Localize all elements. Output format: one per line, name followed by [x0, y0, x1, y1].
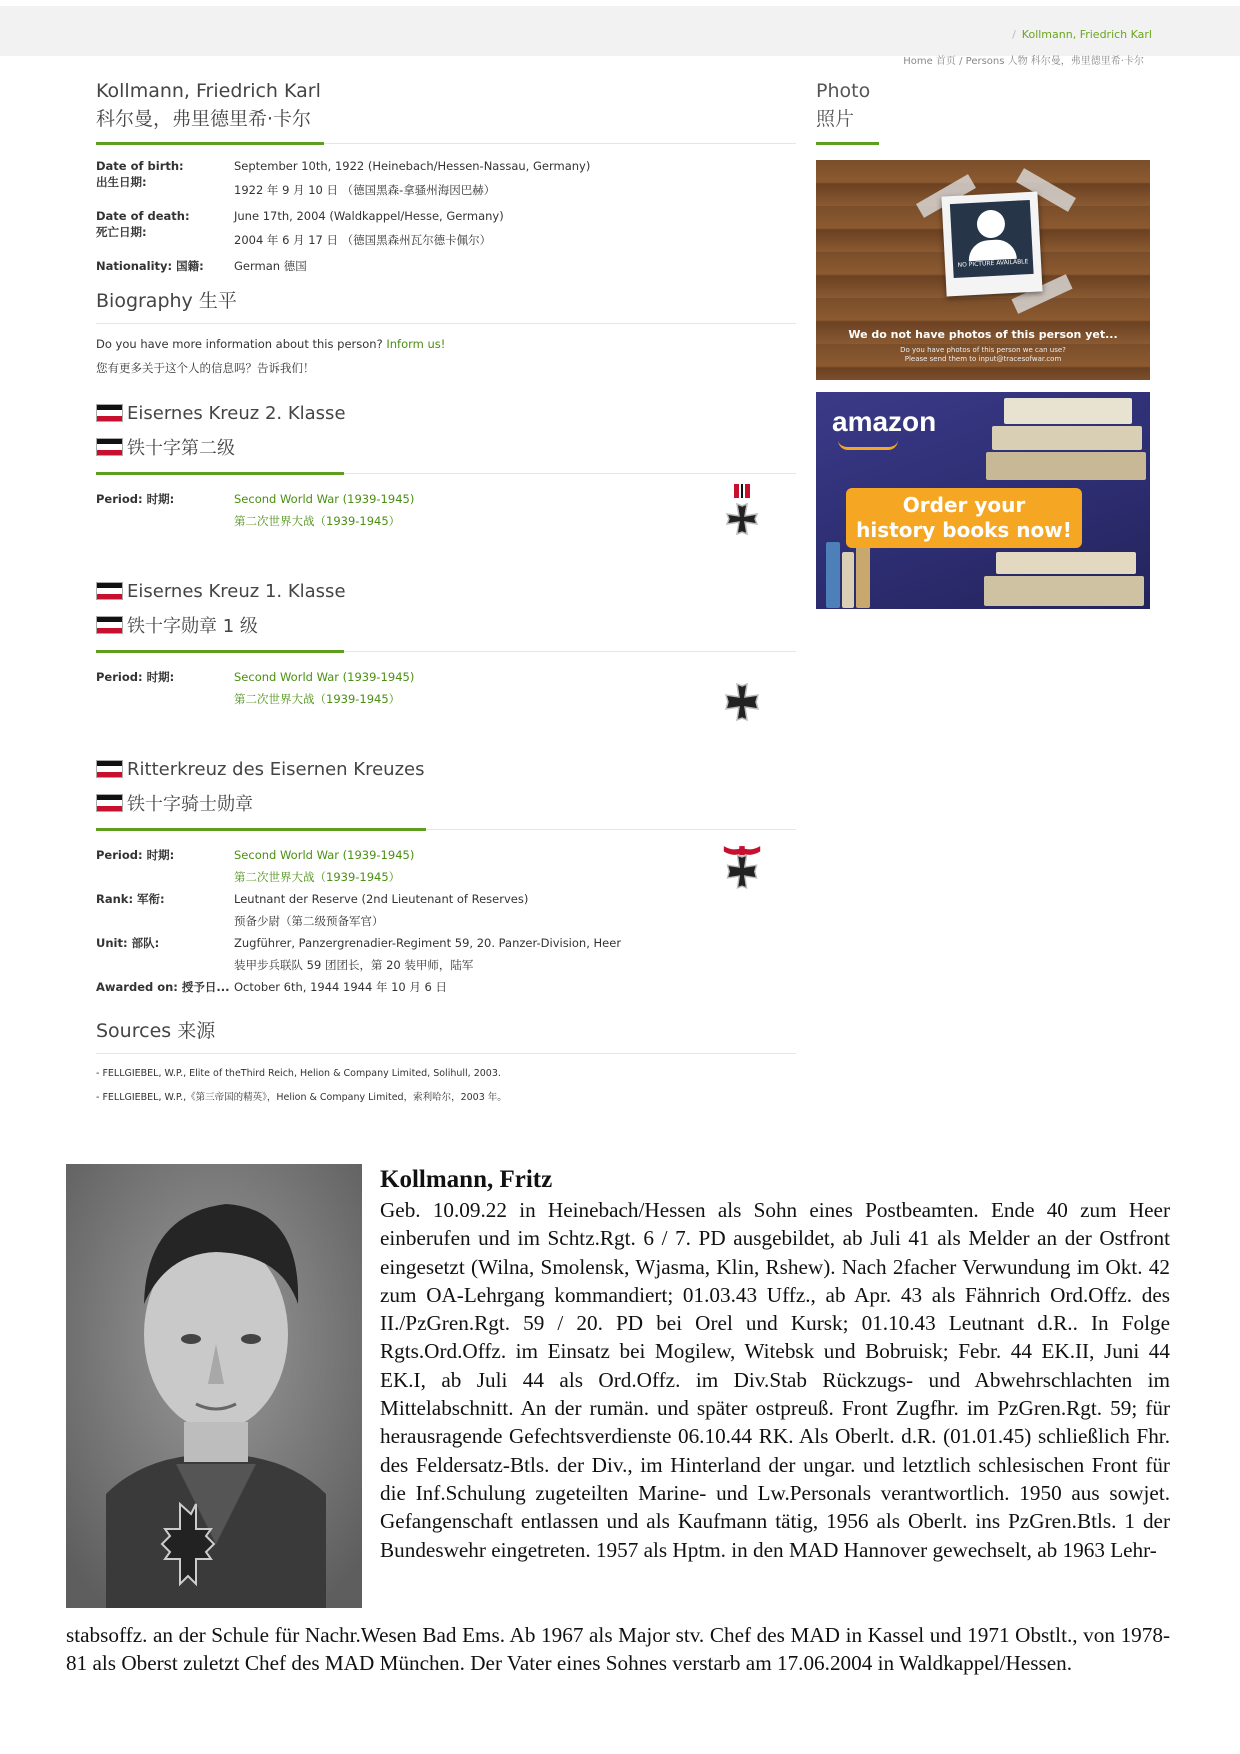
period-row: [96, 488, 796, 532]
unit-row: [96, 932, 796, 976]
nationality-row: [96, 258, 796, 274]
amazon-logo: amazon: [832, 406, 937, 437]
nationality-label: Nationality: 国籍:: [96, 259, 204, 273]
death-value-cn: 2004 年 6 月 17 日 （德国黑森州瓦尔德卡佩尔）: [234, 233, 492, 247]
period-link-cn[interactable]: 第二次世界大战（1939-1945）: [234, 514, 401, 528]
cta-line-2: history books now!: [856, 518, 1072, 542]
top-bar: [0, 6, 1240, 67]
amazon-ad-banner[interactable]: [816, 392, 1150, 609]
period-label: Period: 时期:: [96, 670, 175, 684]
award-title-de[interactable]: [96, 396, 796, 430]
no-picture-card: [941, 192, 1042, 297]
knights-cross-icon: [722, 840, 762, 894]
biography-prompt: [96, 336, 796, 352]
rank-row: [96, 888, 796, 932]
award-title-cn[interactable]: [96, 608, 796, 642]
period-link-cn[interactable]: 第二次世界大战（1939-1945）: [234, 870, 401, 884]
biography-heading: Biography 生平: [96, 290, 237, 312]
award-title-de[interactable]: [96, 574, 796, 608]
award-title-cn-label[interactable]: 铁十字勋章 1 级: [127, 616, 258, 637]
award-title-de[interactable]: [96, 752, 796, 786]
death-value-en: June 17th, 2004 (Waldkappel/Hesse, Germany): [234, 209, 504, 223]
award-title-de-label[interactable]: Ritterkreuz des Eisernen Kreuzes: [127, 758, 425, 780]
person-name-cn: 科尔曼，弗里德里希·卡尔: [96, 108, 312, 130]
period-row: [96, 666, 796, 710]
soldier-portrait-image: [66, 1164, 362, 1608]
german-flag-icon: [96, 582, 123, 600]
award-divider: [96, 826, 796, 832]
rank-label: Rank: 军衔:: [96, 892, 165, 906]
award-title-cn-label[interactable]: 铁十字骑士勋章: [127, 794, 253, 815]
bio-text: Geb. 10.09.22 in Heinebach/Hessen als Sohn eines Postbeamten. Ende 40 zum Heer einberufen und im Schtz.Rgt. 6 / 7. PD ausgebildet, ab Juli 41 als Melder an der Ostfront eingesetzt (Wilna, Smolensk, Wjasma, Klin, Rshew). Nach 2facher Verwundung im Okt. 42 zum OA-Lehrgang kommandiert; 01.03.43 Uffz., ab Apr. 43 als Fähnrich Ord.Offz. des II./PzGren.Rgt. 59 / 20. PD bei Orel und Kursk; 01.10.43 Leutnant d.R.. In Folge Rgts.Ord.Offz. im Einsatz bei Mogilew, Witebsk und Bobruisk; Febr. 44 EK.II, Juni 44 EK.I, ab Juli 44 als Ord.Offz. im Div.Stab Rückzugs- und Abwehrschlachten im Mittelabschnitt. An der rumän. und später ostpreuß. Front Zugfhr. im PzGren.Rgt. 59; für herausragende Gefechtsverdienste 06.10.44 RK. Als Oberlt. d.R. (01.01.45) schließlich Fhr. des Feldersatz-Btls. der Div., im Hinterland der ungar. und letztlich schlesischen Front für die Inf.Schulung zugeteilten Marine- und Lw.Personals verantwortlich. 1950 aus sowjet. Gefangenschaft entlassen und als Kaufmann tätig, 1956 als Oberlt. ins PzGren.Btls. 1 der Bundeswehr eingetreten. 1957 als Hptm. in den MAD Hannover gewechselt, ab 1963 Lehr-: [380, 1198, 1170, 1562]
period-link-cn[interactable]: 第二次世界大战（1939-1945）: [234, 692, 401, 706]
award-title-de-label[interactable]: Eisernes Kreuz 2. Klasse: [127, 402, 346, 424]
rank-value-en: Leutnant der Reserve (2nd Lieutenant of Reserves): [234, 892, 529, 906]
german-flag-icon: [96, 438, 123, 456]
order-books-button[interactable]: [846, 488, 1082, 548]
award-knights-cross: [96, 752, 796, 998]
german-flag-icon: [96, 794, 123, 812]
bio-title: Kollmann, Fritz: [380, 1166, 553, 1193]
bio-text-continued: stabsoffz. an der Schule für Nachr.Wesen Bad Ems. Ab 1967 als Major stv. Chef des MAD in Kassel und 1971 Obstlt., von 1978-81 als Oberst zuletzt Chef des MAD München. Der Vater eines Sohnes verstarb am 17.06.2004 in Waldkappel/Hessen.: [66, 1623, 1170, 1676]
birth-label-cn: 出生日期:: [96, 175, 147, 189]
iron-cross-2nd-class-icon: [722, 484, 762, 546]
unit-label: Unit: 部队:: [96, 936, 160, 950]
biography-prompt-cn: 您有更多关于这个人的信息吗？告诉我们！: [96, 361, 315, 375]
award-title-cn[interactable]: [96, 786, 796, 820]
unit-value-en: Zugführer, Panzergrenadier-Regiment 59, 20. Panzer-Division, Heer: [234, 936, 622, 950]
biography-prompt-en: Do you have more information about this person?: [96, 337, 383, 351]
person-name-en: Kollmann, Friedrich Karl: [96, 80, 321, 102]
german-flag-icon: [96, 616, 123, 634]
birth-label-en: Date of birth:: [96, 159, 184, 173]
no-photos-message: We do not have photos of this person yet...: [848, 328, 1118, 341]
breadcrumb-trail-label[interactable]: Home 首页 / Persons 人物 科尔曼，弗里德里希·卡尔: [903, 56, 1144, 67]
period-label: Period: 时期:: [96, 492, 175, 506]
period-link-en[interactable]: Second World War (1939-1945): [234, 848, 415, 862]
facts-list: [96, 158, 796, 274]
no-picture-label: NO PICTURE AVAILABLE: [957, 258, 1029, 269]
period-link-en[interactable]: Second World War (1939-1945): [234, 492, 415, 506]
sources-divider: [96, 1050, 796, 1056]
award-title-cn[interactable]: [96, 430, 796, 464]
no-photos-submessage: [816, 346, 1150, 364]
death-row: [96, 208, 796, 248]
award-title-de-label[interactable]: Eisernes Kreuz 1. Klasse: [127, 580, 346, 602]
breadcrumb-current[interactable]: / Kollmann, Friedrich Karl: [1012, 28, 1152, 41]
birth-value-cn: 1922 年 9 月 10 日 （德国黑森-拿骚州海因巴赫）: [234, 183, 496, 197]
inform-us-link[interactable]: Inform us!: [386, 337, 446, 351]
no-photos-sub1: Do you have photos of this person we can use?: [900, 346, 1066, 354]
sidebar: [816, 78, 1151, 609]
award-divider: [96, 648, 796, 654]
no-photo-placeholder[interactable]: [816, 160, 1150, 380]
birth-value-en: September 10th, 1922 (Heinebach/Hessen-Nassau, Germany): [234, 159, 591, 173]
award-ek2: [96, 396, 796, 532]
iron-cross-1st-class-icon: [722, 682, 762, 722]
amazon-smile-icon: [838, 440, 898, 450]
death-label-en: Date of death:: [96, 209, 190, 223]
source-item: - FELLGIEBEL, W.P., Elite of theThird Reich, Helion & Company Limited, Solihull, 2003.: [96, 1068, 501, 1079]
user-silhouette-icon: [976, 209, 1005, 238]
person-details: [96, 78, 796, 1106]
photo-divider: [816, 140, 1150, 146]
unit-value-cn: 装甲步兵联队 59 团团长，第 20 装甲师，陆军: [234, 958, 474, 972]
no-photos-sub2: Please send them to input@tracesofwar.com: [904, 355, 1062, 363]
award-divider: [96, 470, 796, 476]
sources-heading: Sources 来源: [96, 1020, 216, 1042]
cta-line-1: Order your: [902, 493, 1026, 517]
breadcrumb-current-label[interactable]: Kollmann, Friedrich Karl: [1021, 28, 1152, 41]
awarded-value: October 6th, 1944 1944 年 10 月 6 日: [234, 980, 448, 994]
portrait-photo: [66, 1164, 362, 1608]
rank-value-cn: 预备少尉（第二级预备军官）: [234, 914, 384, 928]
photo-heading-en: Photo: [816, 80, 871, 102]
german-flag-icon: [96, 404, 123, 422]
nationality-link[interactable]: German 德国: [234, 259, 307, 273]
period-label: Period: 时期:: [96, 848, 175, 862]
awarded-label: Awarded on: 授予日...: [96, 980, 230, 994]
source-item: - FELLGIEBEL, W.P.,《第三帝国的精英》，Helion & Company Limited，索利哈尔，2003 年。: [96, 1092, 507, 1103]
period-link-en[interactable]: Second World War (1939-1945): [234, 670, 415, 684]
birth-row: [96, 158, 796, 198]
breadcrumb[interactable]: [903, 53, 1144, 67]
period-row: [96, 844, 796, 888]
german-flag-icon: [96, 760, 123, 778]
title-divider: [96, 140, 796, 146]
death-label-cn: 死亡日期:: [96, 225, 147, 239]
awarded-row: [96, 976, 796, 998]
photo-heading-cn: 照片: [816, 108, 855, 130]
award-ek1: [96, 574, 796, 710]
award-title-cn-label[interactable]: 铁十字第二级: [127, 438, 235, 459]
biography-divider: [96, 320, 796, 326]
